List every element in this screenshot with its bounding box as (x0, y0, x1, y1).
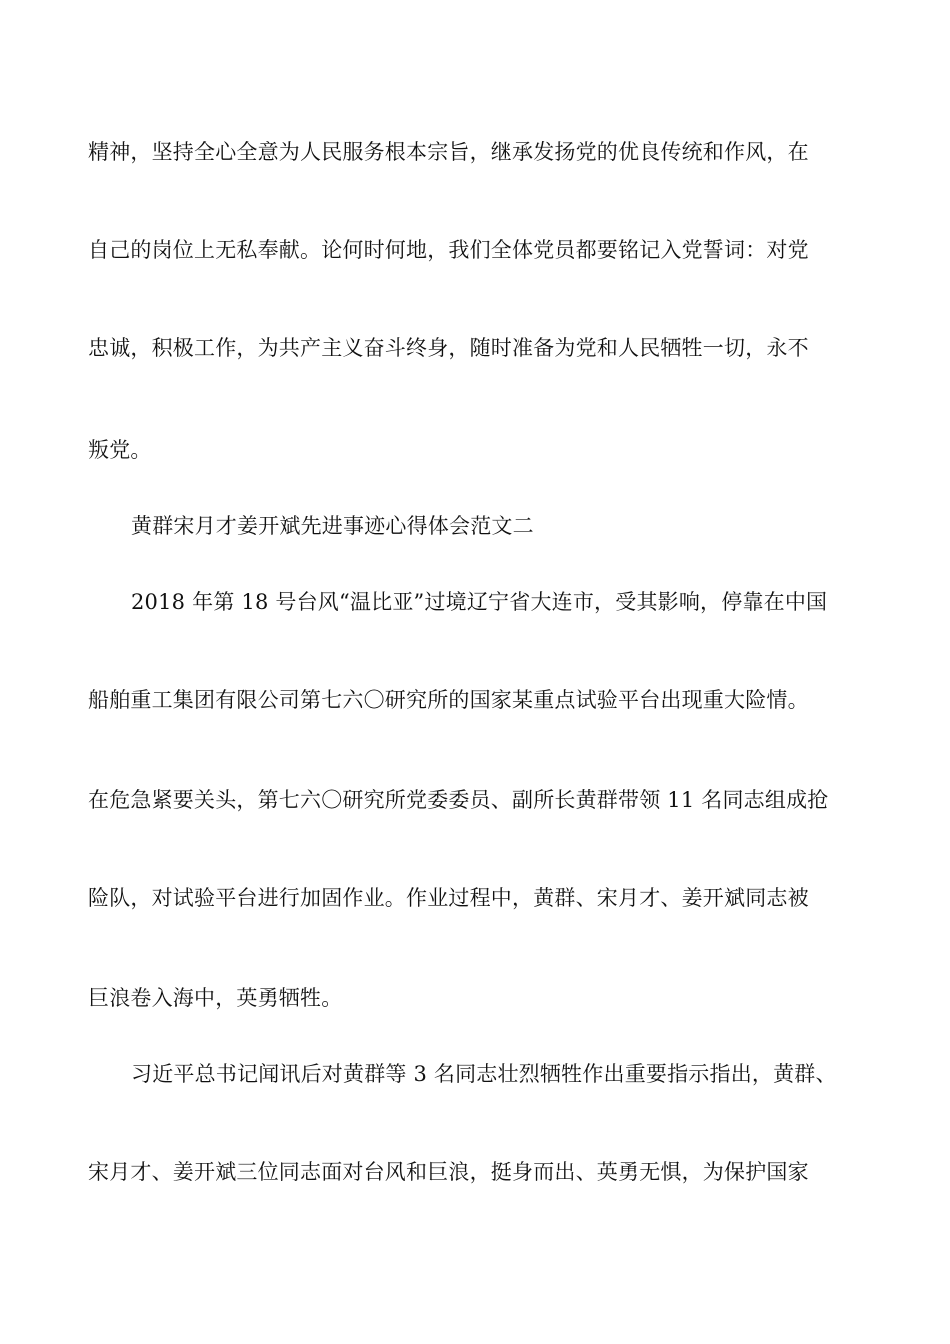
paragraph-line: 险队，对试验平台进行加固作业。作业过程中，黄群、宋月才、姜开斌同志被 (88, 886, 809, 910)
paragraph-line: 习近平总书记闻讯后对黄群等 3 名同志壮烈牺牲作出重要指示指出，黄群、 (131, 1062, 837, 1086)
paragraph-line: 在危急紧要关头，第七六〇研究所党委委员、副所长黄群带领 11 名同志组成抢 (88, 788, 829, 812)
paragraph-line: 巨浪卷入海中，英勇牺牲。 (88, 986, 343, 1010)
paragraph-line: 叛党。 (88, 438, 152, 462)
section-heading: 黄群宋月才姜开斌先进事迹心得体会范文二 (131, 514, 534, 538)
paragraph-line: 2018 年第 18 号台风“温比亚”过境辽宁省大连市，受其影响，停靠在中国 (131, 590, 828, 614)
paragraph-line: 自己的岗位上无私奉献。论何时何地，我们全体党员都要铭记入党誓词：对党 (88, 238, 809, 262)
paragraph-line: 忠诚，积极工作，为共产主义奋斗终身，随时准备为党和人民牺牲一切，永不 (88, 336, 809, 360)
paragraph-line: 宋月才、姜开斌三位同志面对台风和巨浪，挺身而出、英勇无惧，为保护国家 (88, 1160, 809, 1184)
paragraph-line: 精神，坚持全心全意为人民服务根本宗旨，继承发扬党的优良传统和作风，在 (88, 140, 809, 164)
paragraph-line: 船舶重工集团有限公司第七六〇研究所的国家某重点试验平台出现重大险情。 (88, 688, 809, 712)
